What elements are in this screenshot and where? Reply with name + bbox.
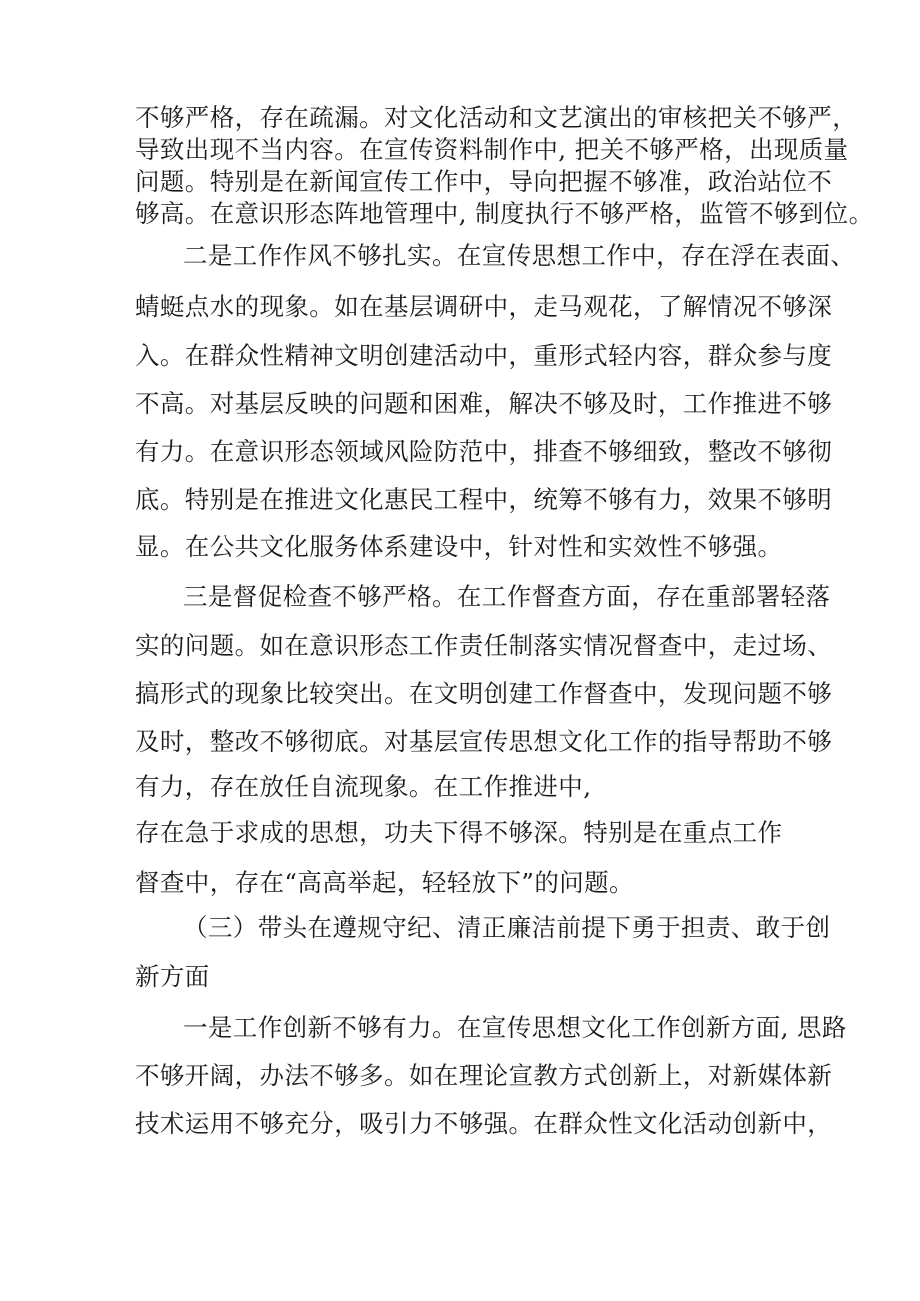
text-line: 搞形式的现象比较突出。在文明创建工作督查中，发现问题不够 [135, 679, 833, 708]
text-line: 实的问题。如在意识形态工作责任制落实情况督查中，走过场、 [135, 631, 833, 660]
text-line: 不够开阔，办法不够多。如在理论宣教方式创新上，对新媒体新 [135, 1061, 833, 1090]
text-line: 蜻蜓点水的现象。如在基层调研中，走马观花，了解情况不够深 [135, 292, 833, 321]
section-heading-line: （三）带头在遵规守纪、清正廉洁前提下勇于担责、敢于创 [183, 913, 831, 942]
text-line: 不高。对基层反映的问题和困难，解决不够及时，工作推进不够 [135, 389, 833, 418]
text-line: 问题。特别是在新闻宣传工作中，导向把握不够准，政治站位不 [135, 167, 833, 196]
paragraph-start-line: 二是工作作风不够扎实。在宣传思想工作中，存在浮在表面、 [183, 241, 856, 270]
text-line: 够高。在意识形态阵地管理中, 制度执行不够严格，监管不够到位。 [135, 199, 874, 228]
text-line: 督查中，存在“高高举起，轻轻放下”的问题。 [135, 868, 634, 897]
text-line: 显。在公共文化服务体系建设中，针对性和实效性不够强。 [135, 532, 783, 561]
text-line: 技术运用不够充分，吸引力不够强。在群众性文化活动创新中， [135, 1109, 833, 1138]
text-line: 及时，整改不够彻底。对基层宣传思想文化工作的指导帮助不够 [135, 727, 833, 756]
paragraph-start-line: 一是工作创新不够有力。在宣传思想文化工作创新方面, 思路 [183, 1013, 847, 1042]
paragraph-start-line: 三是督促检查不够严格。在工作督查方面，存在重部署轻落 [183, 582, 831, 611]
text-line: 有力。在意识形态领域风险防范中，排查不够细致，整改不够彻 [135, 437, 833, 466]
text-line: 有力，存在放任自流现象。在工作推进中, [135, 772, 592, 801]
text-line: 导致出现不当内容。在宣传资料制作中, 把关不够严格，出现质量 [135, 135, 849, 164]
section-heading-line: 新方面 [135, 962, 210, 991]
text-line: 入。在群众性精神文明创建活动中，重形式轻内容，群众参与度 [135, 341, 833, 370]
text-line: 存在急于求成的思想，功夫下得不够深。特别是在重点工作 [135, 818, 783, 847]
text-line: 底。特别是在推进文化惠民工程中，统筹不够有力，效果不够明 [135, 485, 833, 514]
text-line: 不够严格，存在疏漏。对文化活动和文艺演出的审核把关不够严， [135, 103, 858, 132]
